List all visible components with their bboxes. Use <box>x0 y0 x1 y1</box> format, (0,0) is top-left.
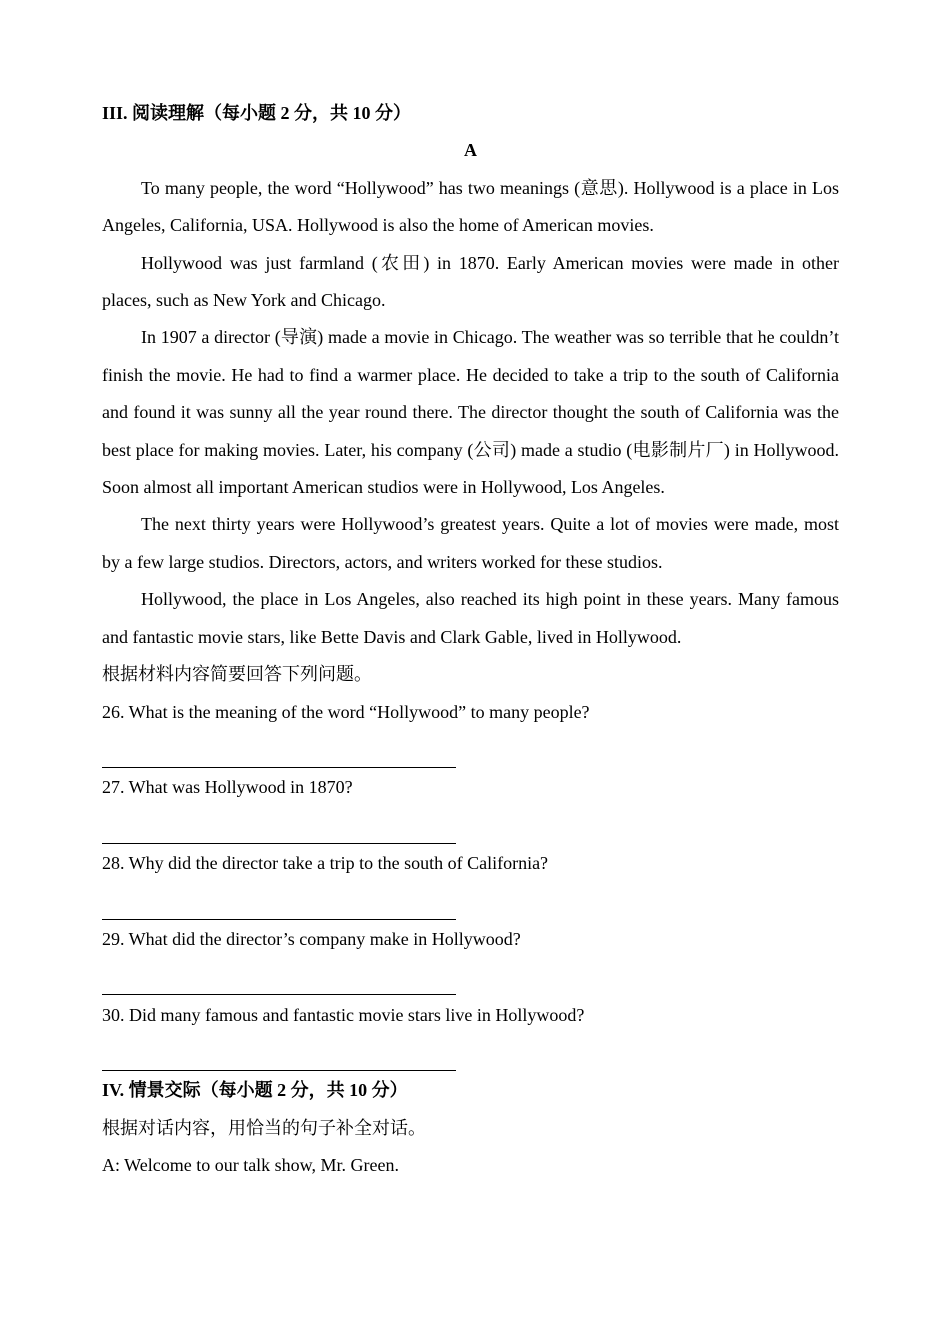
passage-paragraph: To many people, the word “Hollywood” has two meanings (意思). Hollywood is a place in Los Angeles, California, USA. Hollywood is also the home of American movies. <box>102 177 839 236</box>
dialogue-line: A: Welcome to our talk show, Mr. Green. <box>102 1155 399 1176</box>
answer-blank-29[interactable] <box>102 958 456 995</box>
answer-blank-26[interactable] <box>102 731 456 768</box>
exam-page <box>102 95 839 1185</box>
question-30: 30. Did many famous and fantastic movie stars live in Hollywood? <box>102 1004 585 1025</box>
question-29: 29. What did the director’s company make in Hollywood? <box>102 928 521 949</box>
passage-label: A <box>464 140 477 161</box>
question-26: 26. What is the meaning of the word “Hollywood” to many people? <box>102 701 590 722</box>
section-4-heading: IV. 情景交际（每小题 2 分，共 10 分） <box>102 1080 408 1101</box>
section-4-instruction: 根据对话内容，用恰当的句子补全对话。 <box>102 1117 426 1138</box>
answer-blank-27[interactable] <box>102 807 456 844</box>
question-27: 27. What was Hollywood in 1870? <box>102 777 353 798</box>
section-3-instruction: 根据材料内容简要回答下列问题。 <box>102 664 372 685</box>
answer-blank-30[interactable] <box>102 1034 456 1071</box>
section-3-heading: III. 阅读理解（每小题 2 分，共 10 分） <box>102 103 412 123</box>
passage-paragraph: Hollywood was just farmland (农田) in 1870. Early American movies were made in other places, such as New York and Chicago. <box>102 252 839 311</box>
question-28: 28. Why did the director take a trip to the south of California? <box>102 853 549 874</box>
passage-paragraph: Hollywood, the place in Los Angeles, also reached its high point in these years. Many famous and fantastic movie stars, like Bette Davis and Clark Gable, lived in Hollywood. <box>102 589 839 647</box>
passage-paragraph: The next thirty years were Hollywood’s greatest years. Quite a lot of movies were made, most by a few large studios. Directors, actors, and writers worked for these studios. <box>102 514 839 572</box>
answer-blank-28[interactable] <box>102 883 456 920</box>
passage-paragraph: In 1907 a director (导演) made a movie in Chicago. The weather was so terrible that he couldn’t finish the movie. He had to find a warmer place. He decided to take a trip to the south of California and found it was sunny all the year round there. The director thought the south of California was the best place for making movies. Later, his company (公司) made a studio (电影制片厂) in Hollywood. Soon almost all important American studios were in Hollywood, Los Angeles. <box>102 327 839 498</box>
